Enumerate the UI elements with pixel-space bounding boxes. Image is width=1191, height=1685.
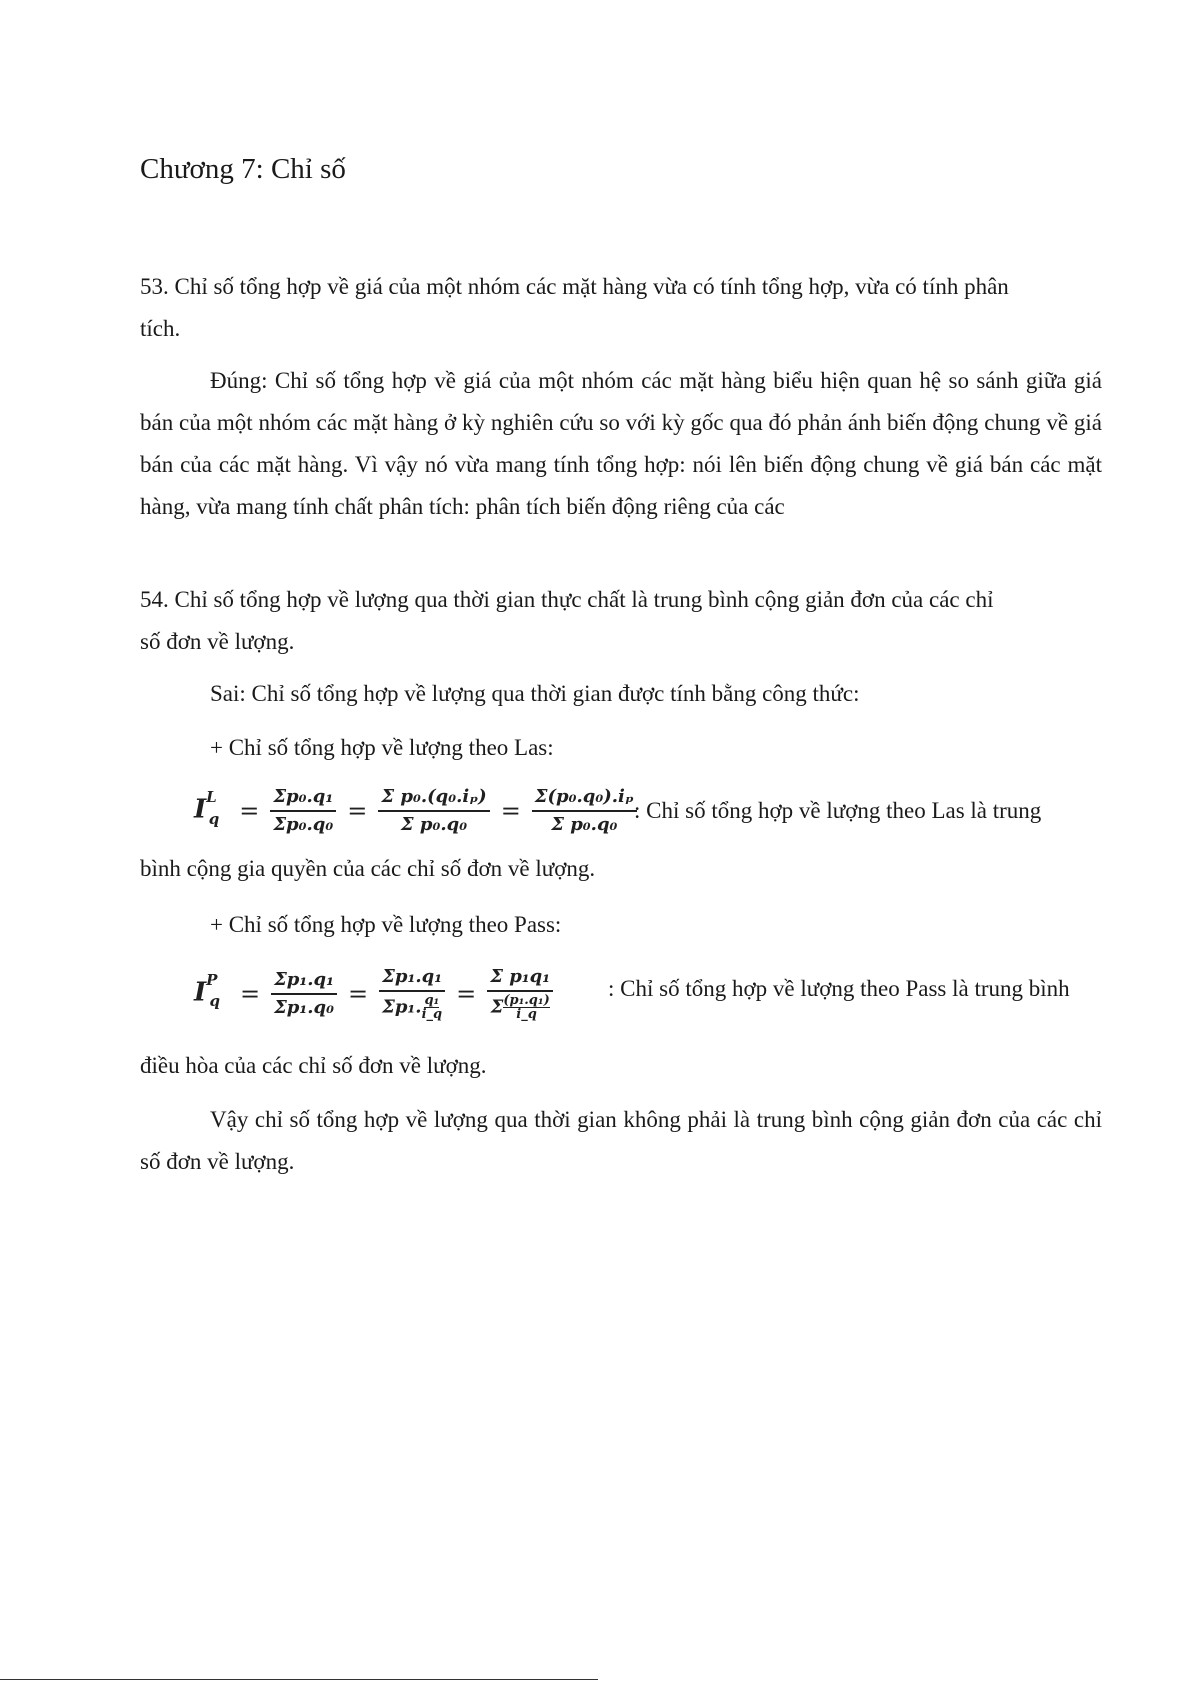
equals-sign: = (347, 797, 368, 825)
pass-heading: + Chỉ số tổng hợp về lượng theo Pass: (210, 912, 562, 937)
pass-index-letter: I (194, 977, 207, 1008)
equals-sign: = (500, 797, 521, 825)
pass-inline-text: : Chỉ số tổng hợp về lượng theo Pass là trung bình (608, 976, 1070, 1001)
las-fraction-1-num: Σp₀.q₁ (270, 786, 336, 812)
las-fraction-3-den: Σ p₀.q₀ (551, 814, 618, 835)
question-54: 54. Chỉ số tổng hợp về lượng qua thời gian thực chất là trung bình cộng giản đơn của các chỉ số đơn về lượng. (140, 587, 994, 654)
pass-fraction-1-num: Σp₁.q₁ (271, 969, 337, 995)
las-fraction-3-num: Σ(p₀.q₀).iₚ (532, 786, 637, 812)
equals-sign: = (239, 797, 260, 825)
footer-rule (0, 1679, 598, 1680)
las-heading: + Chỉ số tổng hợp về lượng theo Las: (210, 735, 554, 760)
pass-index-sup: P (206, 970, 218, 989)
las-fraction-1 (270, 786, 336, 836)
pass-fraction-3-den (488, 992, 553, 1021)
pass-index-sub: q (209, 992, 220, 1011)
pass-fraction-2 (379, 966, 445, 1021)
las-fraction-3 (532, 786, 637, 836)
las-formula (194, 786, 642, 836)
pass-subfrac-den: i_q (421, 1007, 443, 1022)
pass-fraction-2-num: Σp₁.q₁ (379, 966, 445, 992)
las-formula-line (194, 778, 1102, 858)
las-index-sub: q (208, 809, 220, 828)
equals-sign: = (348, 979, 369, 1008)
pass-fraction-3-den-prefix: Σ (490, 996, 504, 1018)
las-fraction-2 (378, 786, 489, 836)
question-53: 53. Chỉ số tổng hợp về giá của một nhóm các mặt hàng vừa có tính tổng hợp, vừa có tính phân tích. (140, 274, 1009, 341)
pass-fraction-3 (487, 966, 553, 1021)
pass-subfrac-num: q₁ (424, 993, 440, 1008)
pass-subfrac-den: i_q (516, 1007, 537, 1022)
las-fraction-2-num: Σ p₀.(q₀.iₚ) (378, 786, 489, 812)
las-fraction-2-den: Σ p₀.q₀ (400, 814, 468, 835)
pass-fraction-3-subfrac (503, 994, 549, 1021)
pass-fraction-1 (271, 969, 337, 1019)
chapter-title: Chương 7: Chỉ số (140, 153, 346, 185)
pass-subfrac-num: (p₁.q₁) (503, 993, 550, 1008)
las-fraction-1-den: Σp₀.q₀ (273, 814, 334, 835)
pass-formula-line (194, 958, 1102, 1058)
las-inline-text: : Chỉ số tổng hợp về lượng theo Las là trung (634, 798, 1042, 823)
pass-fraction-2-subfrac (422, 994, 443, 1021)
equals-sign: = (239, 979, 261, 1008)
pass-fraction-2-den (379, 992, 445, 1021)
pass-fraction-2-den-prefix: Σp₁. (382, 996, 422, 1018)
las-index-sup: L (206, 788, 217, 807)
conclusion-54: Vậy chỉ số tổng hợp về lượng qua thời gian không phải là trung bình cộng giản đơn của các chỉ số đơn về lượng. (140, 1107, 1102, 1174)
answer-54-intro: Sai: Chỉ số tổng hợp về lượng qua thời gian được tính bằng công thức: (210, 681, 860, 706)
pass-continuation: điều hòa của các chỉ số đơn về lượng. (140, 1053, 487, 1078)
las-index-symbol (194, 788, 227, 828)
pass-fraction-1-den: Σp₁.q₀ (274, 996, 334, 1018)
pass-fraction-3-num: Σ p₁q₁ (487, 966, 553, 992)
equals-sign: = (456, 979, 477, 1008)
answer-53: Đúng: Chỉ số tổng hợp về giá của một nhóm các mặt hàng biểu hiện quan hệ so sánh giữa giá bán của một nhóm các mặt hàng ở kỳ nghiên cứu so với kỳ gốc qua đó phản ánh biến động chung về giá bán của các mặt hàng. Vì vậy nó vừa mang tính tổng hợp: nói lên biến động chung về giá bán các mặt hàng, vừa mang tính chất phân tích: phân tích biến động riêng của các (140, 368, 1102, 519)
pass-formula (194, 966, 558, 1021)
las-index-letter: I (194, 794, 207, 825)
pass-index-symbol (194, 970, 228, 1011)
las-continuation: bình cộng gia quyền của các chỉ số đơn về lượng. (140, 856, 596, 881)
